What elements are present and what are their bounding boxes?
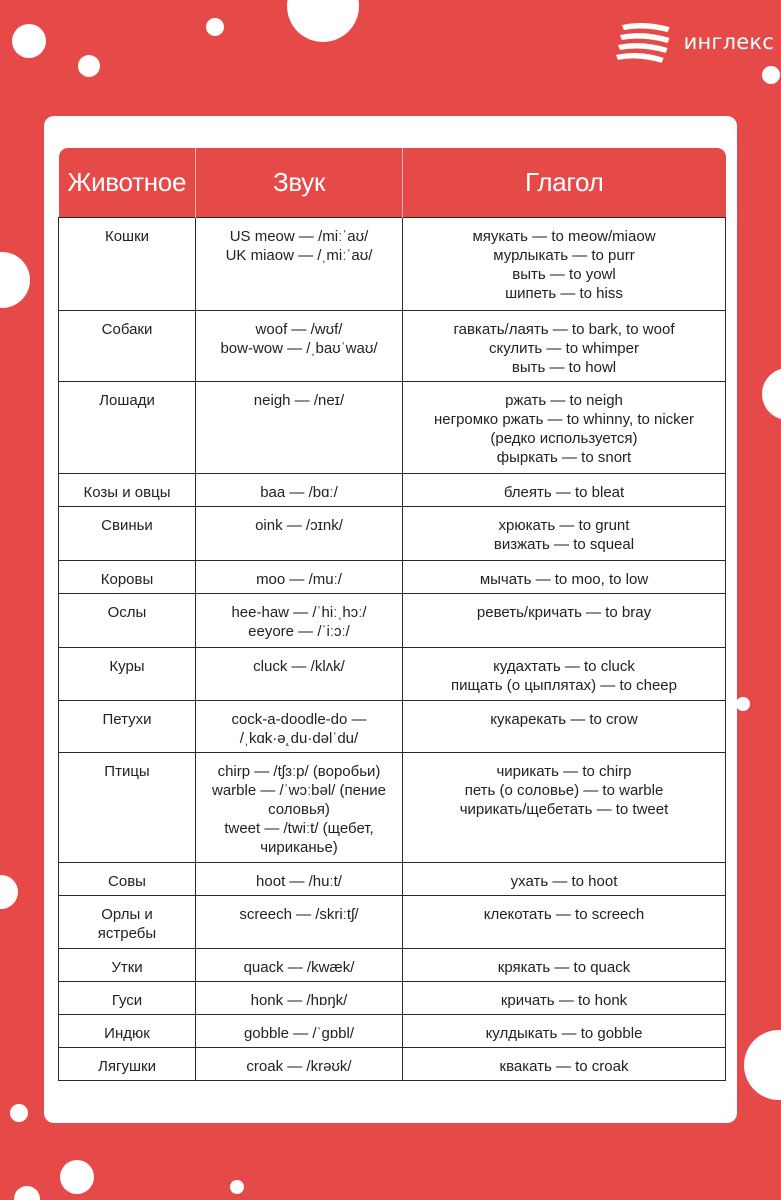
cell-verb	[403, 647, 726, 700]
table-row	[59, 593, 726, 647]
verb-line: негромко ржать — to whinny, to nicker	[433, 410, 695, 428]
sound-line: чириканье)	[260, 838, 338, 856]
decor-circle	[0, 252, 30, 308]
animal-name: Свиньи	[101, 516, 153, 534]
verb-line: ржать — to neigh	[505, 391, 623, 409]
sound-line: oink — /ɔɪnk/	[255, 516, 343, 534]
brand-name: инглекс	[683, 30, 774, 54]
table-row	[59, 1014, 726, 1047]
cell-sound	[196, 1014, 403, 1047]
table-row	[59, 1047, 726, 1080]
verb-line: кричать — to honk	[500, 991, 628, 1009]
table-row	[59, 647, 726, 700]
cell-verb	[403, 862, 726, 895]
sound-line: warble — /ˈwɔːbəl/ (пение	[211, 781, 386, 799]
verb-line: блеять — to bleat	[503, 483, 625, 501]
verb-line: петь (о соловье) — to warble	[464, 781, 664, 799]
sound-line: bow-wow — /ˌbaʊˈwaʊ/	[220, 339, 378, 357]
verb-line: визжать — to squeal	[493, 535, 635, 553]
animal-name: Орлы и	[101, 905, 153, 923]
cell-verb	[403, 560, 726, 593]
cell-sound	[196, 948, 403, 981]
table-row	[59, 862, 726, 895]
animal-name: Утки	[111, 958, 143, 976]
cell-verb	[403, 1014, 726, 1047]
verb-line: выть — to howl	[511, 358, 617, 376]
header-sound: Звук	[196, 148, 403, 217]
decor-circle	[12, 24, 46, 58]
sound-line: /ˌkɑk·ə˛du·dəlˈdu/	[239, 729, 359, 747]
verb-line: фыркать — to snort	[496, 448, 632, 466]
animal-name: Петухи	[102, 710, 152, 728]
sound-line: gobble — /ˈgɒbl/	[243, 1024, 355, 1042]
cell-sound	[196, 593, 403, 647]
decor-circle	[10, 1104, 28, 1122]
verb-line: мычать — to moo, to low	[479, 570, 649, 588]
verb-line: кукарекать — to crow	[490, 710, 638, 728]
animal-name: Лягушки	[98, 1057, 156, 1075]
cell-animal	[59, 948, 196, 981]
cell-animal	[59, 506, 196, 560]
animal-name: ястребы	[97, 924, 157, 942]
cell-sound	[196, 752, 403, 862]
table-row	[59, 381, 726, 473]
animal-name: Коровы	[100, 570, 154, 588]
sound-line: US meow — /miːˈaʊ/	[229, 227, 369, 245]
decor-circle	[287, 0, 359, 42]
table-row	[59, 473, 726, 506]
verb-line: шипеть — to hiss	[505, 284, 623, 302]
animal-name: Собаки	[101, 320, 153, 338]
sound-line: woof — /wʊf/	[255, 320, 343, 338]
sound-line: chirp — /tʃɜːp/ (воробьи)	[217, 762, 381, 780]
table-row	[59, 310, 726, 381]
cell-animal	[59, 310, 196, 381]
verb-line: хрюкать — to grunt	[498, 516, 630, 534]
verb-line: (редко используется)	[490, 429, 638, 447]
cell-verb	[403, 506, 726, 560]
decor-circle	[78, 55, 100, 77]
verb-line: квакать — to croak	[499, 1057, 629, 1075]
decor-circle	[762, 66, 780, 84]
animal-name: Ослы	[107, 603, 147, 621]
cell-sound	[196, 647, 403, 700]
cell-verb	[403, 593, 726, 647]
verb-line: скулить — to whimper	[489, 339, 639, 357]
animal-name: Гуси	[111, 991, 143, 1009]
animal-sounds-table	[58, 148, 726, 1081]
cell-animal	[59, 381, 196, 473]
cell-animal	[59, 700, 196, 752]
cell-animal	[59, 217, 196, 310]
cell-animal	[59, 1047, 196, 1080]
verb-line: гавкать/лаять — to bark, to woof	[453, 320, 675, 338]
verb-line: крякать — to quack	[497, 958, 631, 976]
cell-verb	[403, 700, 726, 752]
sound-line: eeyore — /ˈiːɔː/	[248, 622, 350, 640]
verb-line: чирикать/щебетать — to tweet	[459, 800, 669, 818]
cell-animal	[59, 593, 196, 647]
verb-line: реветь/кричать — to bray	[476, 603, 652, 621]
table-row	[59, 752, 726, 862]
cell-verb	[403, 895, 726, 948]
cell-animal	[59, 752, 196, 862]
cell-verb	[403, 473, 726, 506]
animal-name: Лошади	[99, 391, 155, 409]
cell-verb	[403, 1047, 726, 1080]
table-row	[59, 217, 726, 310]
verb-line: пищать (о цыплятах) — to cheep	[450, 676, 677, 694]
table-row	[59, 981, 726, 1014]
cell-verb	[403, 217, 726, 310]
cell-verb	[403, 310, 726, 381]
cell-animal	[59, 981, 196, 1014]
animal-name: Козы и овцы	[83, 483, 171, 501]
cell-sound	[196, 700, 403, 752]
verb-line: чирикать — to chirp	[496, 762, 632, 780]
sound-line: соловья)	[268, 800, 330, 818]
animal-name: Индюк	[104, 1024, 150, 1042]
decor-circle	[60, 1160, 94, 1194]
header-animal: Животное	[59, 148, 196, 217]
decor-circle	[762, 368, 781, 420]
sound-line: UK miaow — /ˌmiːˈaʊ/	[225, 246, 373, 264]
cell-sound	[196, 560, 403, 593]
cell-sound	[196, 217, 403, 310]
cell-sound	[196, 310, 403, 381]
table-header-row	[59, 148, 726, 217]
animal-name: Птицы	[104, 762, 150, 780]
brand-flag-icon	[614, 21, 672, 63]
decor-circle	[14, 1186, 40, 1200]
cell-animal	[59, 647, 196, 700]
animal-name: Совы	[108, 872, 146, 890]
verb-line: выть — to yowl	[512, 265, 616, 283]
table-row	[59, 506, 726, 560]
cell-verb	[403, 981, 726, 1014]
sound-line: quack — /kwæk/	[243, 958, 355, 976]
verb-line: мурлыкать — to purr	[493, 246, 635, 264]
verb-line: ухать — to hoot	[510, 872, 618, 890]
sound-line: croak — /krəʊk/	[246, 1057, 352, 1075]
cell-animal	[59, 560, 196, 593]
cell-sound	[196, 506, 403, 560]
sound-line: neigh — /neɪ/	[253, 391, 345, 409]
sound-line: moo — /muː/	[256, 570, 342, 588]
cell-sound	[196, 981, 403, 1014]
sound-line: cock-a-doodle-do —	[231, 710, 367, 728]
decor-circle	[206, 18, 224, 36]
sound-line: hoot — /huːt/	[256, 872, 342, 890]
sound-line: tweet — /twiːt/ (щебет,	[224, 819, 374, 837]
animal-name: Кошки	[104, 227, 150, 245]
sound-line: screech — /skriːtʃ/	[239, 905, 359, 923]
decor-circle	[736, 697, 750, 711]
verb-line: мяукать — to meow/miaow	[472, 227, 656, 245]
verb-line: клекотать — to screech	[483, 905, 645, 923]
brand-logo	[614, 20, 774, 64]
cell-sound	[196, 1047, 403, 1080]
cell-verb	[403, 752, 726, 862]
header-verb: Глагол	[403, 148, 726, 217]
verb-line: кулдыкать — to gobble	[485, 1024, 643, 1042]
sound-line: hee-haw — /ˈhiːˌhɔː/	[231, 603, 367, 621]
cell-sound	[196, 473, 403, 506]
verb-line: кудахтать — to cluck	[493, 657, 635, 675]
table-row	[59, 700, 726, 752]
cell-animal	[59, 1014, 196, 1047]
cell-verb	[403, 381, 726, 473]
decor-circle	[0, 875, 18, 909]
cell-sound	[196, 895, 403, 948]
cell-animal	[59, 473, 196, 506]
sound-line: honk — /hɒŋk/	[250, 991, 348, 1009]
animal-name: Куры	[109, 657, 145, 675]
decor-circle	[744, 1030, 781, 1100]
table-row	[59, 895, 726, 948]
cell-sound	[196, 381, 403, 473]
table-row	[59, 560, 726, 593]
cell-sound	[196, 862, 403, 895]
cell-verb	[403, 948, 726, 981]
cell-animal	[59, 895, 196, 948]
table-row	[59, 948, 726, 981]
decor-circle	[230, 1180, 244, 1194]
sound-line: baa — /bɑː/	[260, 483, 338, 501]
cell-animal	[59, 862, 196, 895]
sound-line: cluck — /klʌk/	[253, 657, 345, 675]
